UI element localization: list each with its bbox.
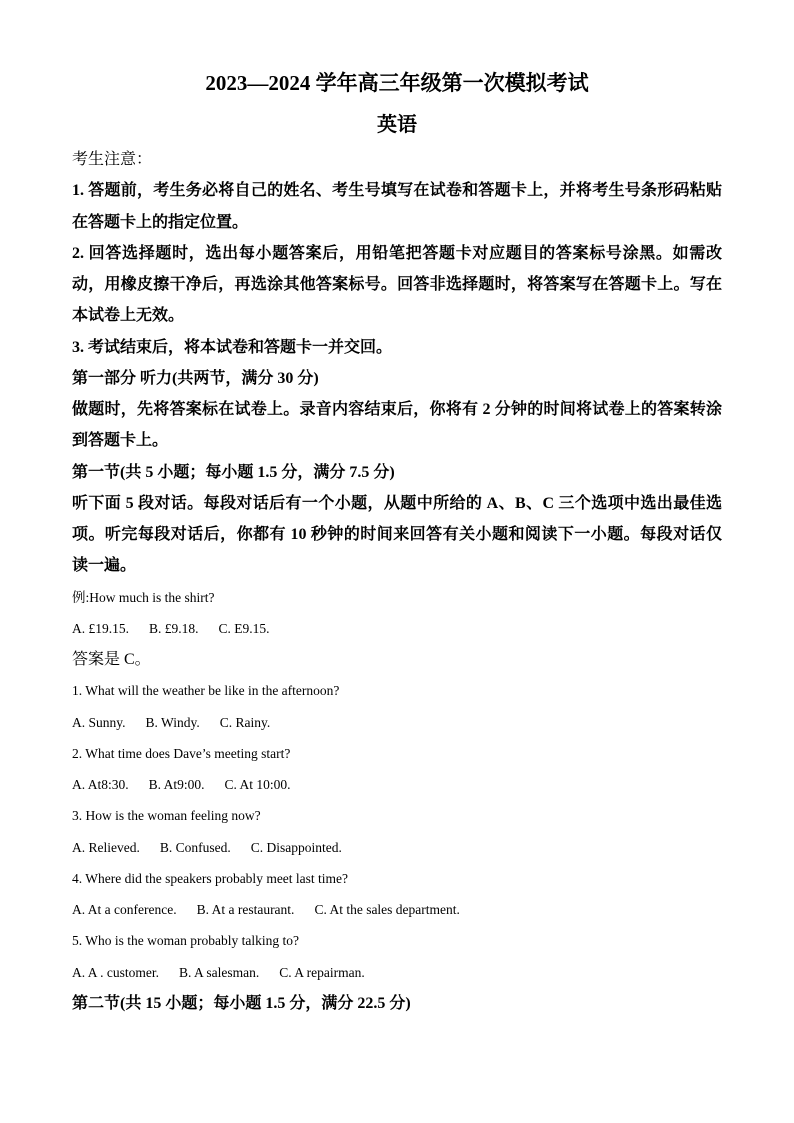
- question-options: [72, 894, 722, 925]
- notice-line: 2. 回答选择题时，选出每小题答案后，用铅笔把答题卡对应题目的答案标号涂黑。如需改: [72, 244, 722, 262]
- option-b: B. Confused.: [159, 839, 231, 855]
- section-heading: 第一节(共 5 小题；每小题 1.5 分，满分 7.5 分): [72, 463, 395, 481]
- question-text: 3. How is the woman feeling now?: [72, 808, 261, 824]
- section-instruction-line: 读一遍。: [72, 557, 137, 575]
- option-c: C. A repairman.: [279, 964, 365, 980]
- option-b: B. £9.18.: [149, 620, 199, 636]
- exam-body: [72, 144, 722, 1019]
- section-heading: 第二节(共 15 小题；每小题 1.5 分，满分 22.5 分): [72, 994, 411, 1012]
- notice-line: 动，用橡皮擦干净后，再选涂其他答案标号。回答非选择题时，将答案写在答题卡上。写在: [72, 276, 722, 293]
- option-b: B. Windy.: [145, 714, 200, 730]
- option-c: C. Disappointed.: [250, 839, 342, 855]
- option-c: C. Rainy.: [219, 714, 271, 730]
- question-text: 5. Who is the woman probably talking to?: [72, 933, 299, 949]
- option-c: C. E9.15.: [218, 620, 270, 636]
- option-a: A. Sunny.: [72, 714, 126, 730]
- option-a: A. At8:30.: [72, 777, 129, 792]
- section-instruction-line: 听下面 5 段对话。每段对话后有一个小题，从题中所给的 A、B、C 三个选项中选出最佳选: [72, 494, 722, 512]
- example-question: 例:How much is the shirt?: [72, 589, 215, 605]
- question-options: [72, 832, 722, 863]
- part-heading: 第一部分 听力(共两节，满分 30 分): [72, 369, 319, 387]
- notice-line: 本试卷上无效。: [72, 307, 185, 325]
- notice-line: 3. 考试结束后，将本试卷和答题卡一并交回。: [72, 338, 393, 356]
- example-options: [72, 613, 722, 644]
- subject-title: 英语: [377, 114, 417, 136]
- option-a: A. A . customer.: [72, 964, 159, 980]
- option-c: C. At the sales department.: [314, 902, 460, 917]
- option-a: A. Relieved.: [72, 839, 140, 855]
- question-options: [72, 769, 722, 800]
- part-instruction-line: 做题时，先将答案标在试卷上。录音内容结束后，你将有 2 分钟的时间将试卷上的答案转涂: [72, 401, 722, 418]
- option-b: B. At9:00.: [148, 777, 205, 792]
- example-answer: 答案是 C。: [72, 651, 151, 668]
- notice-heading: 考生注意：: [72, 151, 153, 168]
- question-text: 2. What time does Dave’s meeting start?: [72, 745, 291, 761]
- question-text: 4. Where did the speakers probably meet last time?: [72, 870, 349, 886]
- part-instruction-line: 到答题卡上。: [72, 432, 169, 450]
- question-options: [72, 957, 722, 988]
- option-a: A. At a conference.: [72, 902, 177, 917]
- option-c: C. At 10:00.: [224, 777, 291, 792]
- question-options: [72, 707, 722, 738]
- question-text: 1. What will the weather be like in the afternoon?: [72, 683, 340, 699]
- page-title: 2023—2024 学年高三年级第一次模拟考试: [205, 71, 589, 95]
- option-a: A. £19.15.: [72, 620, 129, 636]
- notice-line: 1. 答题前，考生务必将自己的姓名、考生号填写在试卷和答题卡上，并将考生号条形码粘贴: [72, 182, 722, 200]
- option-b: B. At a restaurant.: [196, 902, 295, 917]
- option-b: B. A salesman.: [179, 964, 260, 980]
- notice-line: 在答题卡上的指定位置。: [72, 213, 249, 231]
- section-instruction-line: 项。听完每段对话后，你都有 10 秒钟的时间来回答有关小题和阅读下一小题。每段对话仅: [72, 526, 722, 543]
